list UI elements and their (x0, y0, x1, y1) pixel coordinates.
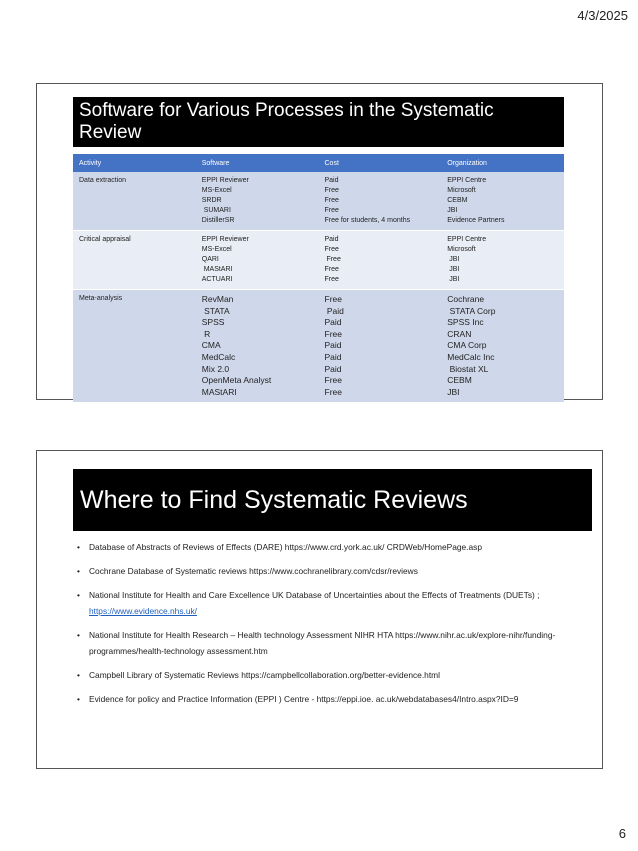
resource-text: Database of Abstracts of Reviews of Effects (DARE) https://www.crd.york.ac.uk/ CRDWeb/HomePage.asp (89, 542, 483, 552)
bullet-icon: • (77, 670, 80, 680)
resource-text: National Institute for Health and Care Excellence UK Database of Uncertainties about the Effects of Treatments (DUETs) ; (89, 590, 540, 600)
organization-item: JBI (447, 266, 460, 273)
cost-item: Free for students, 4 months (324, 217, 411, 224)
cost-item: Free (324, 266, 339, 273)
header-activity: Activity (73, 154, 196, 172)
resource-item (73, 691, 593, 707)
software-item: MedCalc (201, 351, 236, 362)
cost-item: Free (324, 246, 339, 253)
organization-item: MedCalc Inc (447, 351, 495, 362)
software-item: OpenMeta Analyst (201, 375, 272, 386)
software-item: SUMARI (201, 207, 231, 214)
software-item: MAStARI (201, 266, 233, 273)
cost-item: Free (324, 197, 339, 204)
organization-item: SPSS Inc (447, 317, 484, 328)
print-date: 4/3/2025 (577, 8, 628, 23)
software-item: SRDR (201, 197, 222, 204)
cost-item: Free (324, 375, 342, 386)
cost-item: Free (324, 386, 342, 397)
activity-cell: Critical appraisal (73, 231, 196, 290)
organization-item: CRAN (447, 328, 472, 339)
cost-item: Paid (324, 340, 342, 351)
software-item: EPPI Reviewer (201, 236, 249, 243)
organization-item: STATA Corp (447, 305, 496, 316)
organization-item: CEBM (447, 375, 472, 386)
software-item: MS-Excel (201, 187, 232, 194)
bullet-icon: • (77, 694, 80, 704)
cost-item: Free (324, 256, 341, 263)
organization-item: Cochrane (447, 294, 485, 304)
resource-item (73, 539, 593, 555)
organization-item: Microsoft (447, 246, 476, 253)
software-cell (196, 290, 319, 403)
slide-where-to-find (36, 450, 603, 769)
resource-link[interactable]: https://www.evidence.nhs.uk/ (89, 606, 197, 616)
cost-item: Free (324, 207, 339, 214)
header-software: Software (196, 154, 319, 172)
organization-item: JBI (447, 256, 460, 263)
cost-item: Paid (324, 351, 342, 362)
cost-cell (319, 172, 442, 231)
slide2-title: Where to Find Systematic Reviews (73, 469, 592, 531)
resource-item (73, 667, 593, 683)
resource-text: National Institute for Health Research – Health technology Assessment NIHR HTA https://www.nihr.ac.uk/explore-nihr/funding-programmes/health-technology assessment.htm (89, 630, 556, 656)
cost-item: Free (324, 187, 339, 194)
cost-item: Paid (324, 177, 339, 184)
software-item: EPPI Reviewer (201, 177, 249, 184)
slide1-title: Software for Various Processes in the Systematic Review (73, 97, 564, 147)
software-cell (196, 172, 319, 231)
cost-item: Free (324, 328, 342, 339)
software-item: DistillerSR (201, 217, 235, 224)
cost-item: Paid (324, 236, 339, 243)
resource-item (73, 627, 593, 659)
bullet-icon: • (77, 590, 80, 600)
organization-cell (441, 231, 564, 290)
cost-item: Paid (324, 363, 342, 374)
resource-item (73, 563, 593, 579)
software-item: MAStARI (201, 386, 237, 397)
table-header-row (73, 154, 564, 172)
software-item: CMA (201, 340, 221, 351)
organization-item: Evidence Partners (447, 217, 505, 224)
software-item: Mix 2.0 (201, 363, 230, 374)
resource-list (73, 539, 593, 715)
organization-item: Microsoft (447, 187, 476, 194)
software-item: SPSS (201, 317, 225, 328)
organization-item: CMA Corp (447, 340, 487, 351)
resource-item (73, 587, 593, 619)
bullet-icon: • (77, 566, 80, 576)
page-number: 6 (618, 826, 626, 841)
organization-item: EPPI Centre (447, 236, 487, 243)
software-item: RevMan (201, 294, 234, 304)
cost-item: Free (324, 294, 342, 304)
cost-item: Paid (324, 317, 342, 328)
organization-item: JBI (447, 276, 460, 283)
table-row (73, 172, 564, 231)
cost-cell (319, 290, 442, 403)
cost-item: Paid (324, 305, 344, 316)
cost-item: Free (324, 276, 339, 283)
software-item: QARI (201, 256, 219, 263)
header-cost: Cost (319, 154, 442, 172)
software-item: R (201, 328, 211, 339)
software-item: ACTUARI (201, 276, 233, 283)
table-row (73, 290, 564, 403)
activity-cell: Data extraction (73, 172, 196, 231)
organization-item: Biostat XL (447, 363, 489, 374)
organization-item: EPPI Centre (447, 177, 487, 184)
bullet-icon: • (77, 630, 80, 640)
activity-cell: Meta-analysis (73, 290, 196, 403)
header-organization: Organization (441, 154, 564, 172)
table-row (73, 231, 564, 290)
software-cell (196, 231, 319, 290)
software-table (73, 154, 564, 403)
bullet-icon: • (77, 542, 80, 552)
organization-cell (441, 290, 564, 403)
organization-item: JBI (447, 386, 460, 397)
organization-cell (441, 172, 564, 231)
slide-software-table (36, 83, 603, 400)
cost-cell (319, 231, 442, 290)
organization-item: CEBM (447, 197, 468, 204)
resource-text: Evidence for policy and Practice Information (EPPI ) Centre - https://eppi.ioe. ac.uk/webdatabases4/Intro.aspx?ID=9 (89, 694, 519, 704)
resource-text: Campbell Library of Systematic Reviews https://campbellcollaboration.org/better-evidence.html (89, 670, 440, 680)
software-item: MS-Excel (201, 246, 232, 253)
organization-item: JBI (447, 207, 458, 214)
resource-text: Cochrane Database of Systematic reviews https://www.cochranelibrary.com/cdsr/reviews (89, 566, 418, 576)
software-item: STATA (201, 305, 230, 316)
